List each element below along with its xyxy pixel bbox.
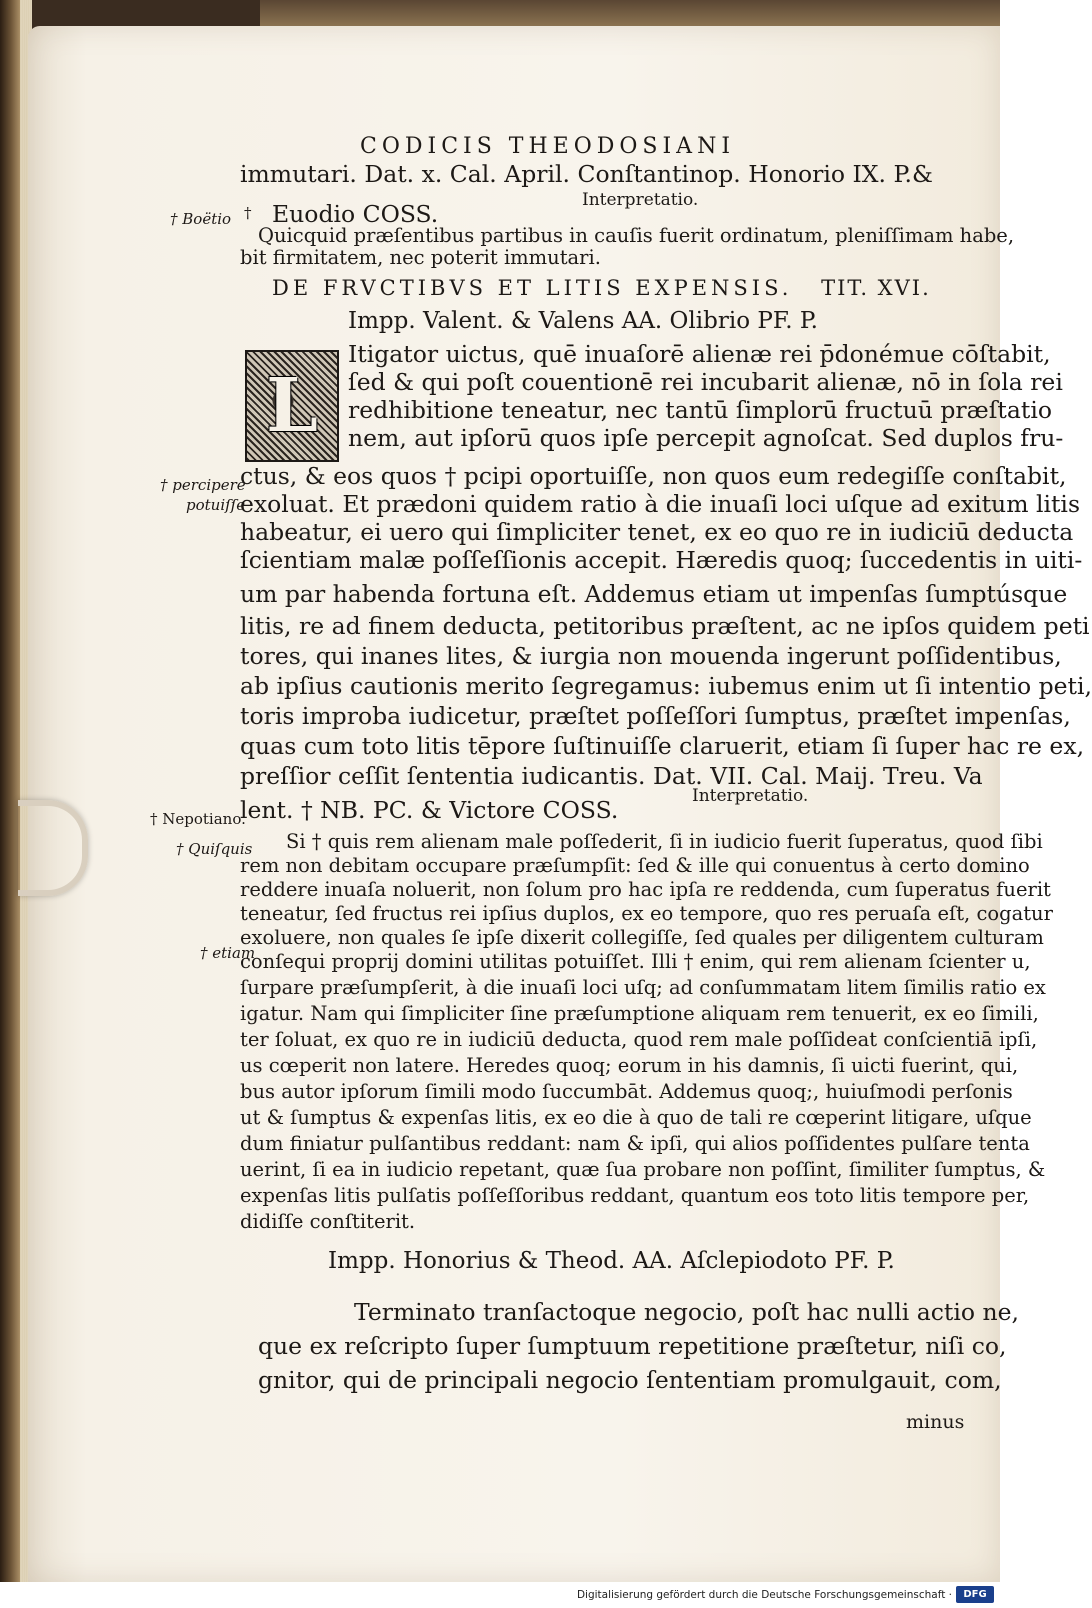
text-line: toris improba iudicetur, præſtet poſſeſſori ſumptus, præſtet impenſas, (240, 702, 1071, 730)
text-line: nem, aut ipſorū quos ipſe percepit agnoſcat. Sed duplos fru- (348, 424, 1064, 452)
emperors-heading: Impp. Valent. & Valens AA. Olibrio PF. P. (348, 308, 818, 334)
interpretatio-line: us cœperit non latere. Heredes quoq; eorum in his damnis, ſi uicti fuerint, qui, (240, 1054, 1019, 1077)
decorated-initial (245, 350, 339, 462)
interpretatio-line: igatur. Nam qui ſimpliciter ſine præſumptione aliquam rem tenuerit, ex eo ſimili, (240, 1002, 1039, 1025)
text-line: lent. † NB. PC. & Victore COSS. (240, 796, 619, 824)
margin-dagger: † (244, 204, 252, 222)
text-line: preſſior ceſſit ſententia iudicantis. Dat. VII. Cal. Maij. Treu. Va (240, 762, 983, 790)
margin-note-quisquis: † Quiſquis (176, 840, 253, 858)
interpretatio-line: teneatur, ſed fructus rei ipſius duplos, ex eo tempore, quo res peruaſa eſt, cogatur (240, 902, 1053, 925)
interpretatio-line: didiſſe conſtiterit. (240, 1210, 416, 1233)
interpretatio-line: expenſas litis pulſatis poſſeſſoribus reddant, quantum eos toto litis tempore per, (240, 1184, 1030, 1207)
interpretatio-line: Quicquid præſentibus partibus in cauſis fuerit ordinatum, pleniſſimam habe, (258, 224, 1015, 247)
dfg-logo: DFG (956, 1586, 994, 1603)
text-line: quas cum toto litis tēpore ſuſtinuiſſe claruerit, etiam ſi ſuper hac re ex, (240, 732, 1085, 760)
interpretatio-line: conſequi proprij domini utilitas potuiſſet. Illi † enim, qui rem alienam ſcienter u, (240, 950, 1031, 973)
text-line: Terminato tranſactoque negocio, poſt hac nulli actio ne, (354, 1298, 1019, 1326)
interpretatio-line: uerint, ſi ea in iudicio repetant, quæ ſua probare non poſſint, ſimiliter ſumptus, & (240, 1158, 1046, 1181)
margin-note-percipere: † percipere (160, 476, 246, 494)
text-line: ctus, & eos quos † pcipi oportuiſſe, non quos eum redegiſſe conſtabit, (240, 462, 1067, 490)
text-line: gnitor, qui de principali negocio ſententiam promulgauit, com, (258, 1366, 1002, 1394)
text-line: litis, re ad finem deducta, petitoribus præſtent, ac ne ipſos quidem peti (240, 612, 1090, 640)
margin-note-potuisse: potuiſſe (186, 496, 246, 514)
interpretatio-line: Si † quis rem alienam male poſſederit, ſi in iudicio fuerit ſuperatus, quod ſibi (286, 830, 1043, 853)
initial-letter: L (265, 363, 319, 449)
page-clip (18, 800, 88, 896)
emperors-heading: Impp. Honorius & Theod. AA. Aſclepiodoto PF. P. (328, 1248, 895, 1274)
section-number: TIT. XVI. (821, 276, 931, 300)
text-line: Euodio COSS. (272, 200, 439, 228)
interpretatio-line: bus autor ipſorum ſimili modo ſuccumbāt. Addemus quoq;, huiuſmodi perſonis (240, 1080, 1013, 1103)
book-cover-edge (260, 0, 1000, 26)
interpretatio-line: exoluere, non quales ſe ipſe dixerit collegiſſe, ſed quales per diligentem culturam (240, 926, 1044, 949)
section-title (272, 276, 931, 300)
text-line: ſed & qui poſt couentionē rei incubarit alienæ, nō in ſola rei (348, 368, 1063, 396)
text-line: habeatur, ei uero qui ſimpliciter tenet, ex eo quo re in iudiciū deducta (240, 518, 1074, 546)
catchword: minus (906, 1411, 965, 1433)
interpretatio-line: ut & ſumptus & expenſas litis, ex eo die à quo de tali re cœperint litigare, uſque (240, 1106, 1032, 1129)
text-line: redhibitione teneatur, nec tantū ſimplorū fructuū præſtatio (348, 396, 1052, 424)
footer-bar (0, 1582, 1000, 1608)
margin-note-boetio: † Boëtio (170, 210, 232, 228)
interpretatio-line: rem non debitam occupare præſumpſit: ſed & ille qui conuentus à certo domino (240, 854, 1030, 877)
interpretatio-line: reddere inuaſa noluerit, non ſolum pro hac ipſa re reddenda, cum ſuperatus fuerit (240, 878, 1051, 901)
funding-credit: Digitalisierung gefördert durch die Deutsche Forschungsgemeinschaft · (576, 1589, 952, 1601)
text-line: Itigator uictus, quē inuaſorē alienæ rei p̄donémue cōſtabit, (348, 340, 1051, 368)
interpretatio-line: ſurpare præſumpſerit, à die inuaſi loci uſq; ad conſummatam litem ſimilis ratio ex (240, 976, 1046, 999)
text-line: exoluat. Et prædoni quidem ratio à die inuaſi loci uſque ad exitum litis (240, 490, 1080, 518)
interpretatio-heading: Interpretatio. (692, 786, 809, 806)
interpretatio-line: ter ſoluat, ex quo re in iudiciū deducta, quod rem male poſſideat conſcientiā ipſi, (240, 1028, 1038, 1051)
section-title-text: DE FRVCTIBVS ET LITIS EXPENSIS. (272, 276, 793, 300)
margin-note-etiam: † etiam (200, 944, 256, 962)
text-line: immutari. Dat. x. Cal. April. Conſtantinop. Honorio IX. P.& (240, 160, 933, 188)
interpretatio-line: dum finiatur pulſantibus reddant: nam & ipſi, qui alios poſſidentes pulſare tenta (240, 1132, 1030, 1155)
text-line: tores, qui inanes lites, & iurgia non mouenda ingerunt poſſidentibus, (240, 642, 1062, 670)
interpretatio-heading: Interpretatio. (582, 190, 699, 210)
text-line: que ex reſcripto ſuper ſumptuum repetitione præſtetur, niſi co, (258, 1332, 1007, 1360)
text-line: ſcientiam malæ poſſeſſionis accepit. Hæredis quoq; ſuccedentis in uiti- (240, 546, 1083, 574)
interpretatio-line: bit firmitatem, nec poterit immutari. (240, 246, 601, 269)
text-line: um par habenda fortuna eſt. Addemus etiam ut impenſas ſumptúsque (240, 580, 1068, 608)
running-head: CODICIS THEODOSIANI (360, 134, 736, 159)
text-line: ab ipſius cautionis merito ſegregamus: iubemus enim ut ſi intentio peti, (240, 672, 1092, 700)
margin-note-nepotiano: † Nepotiano. (150, 810, 246, 828)
